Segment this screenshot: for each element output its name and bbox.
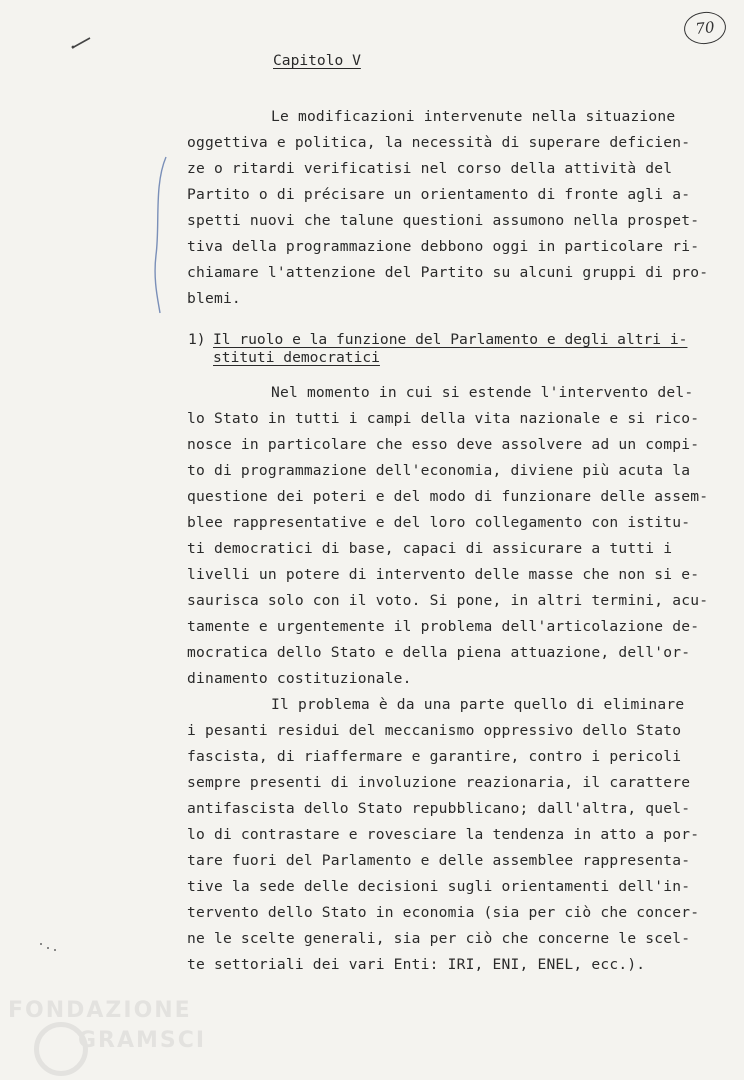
section-heading-line: Il ruolo e la funzione del Parlamento e degli altri i- — [213, 331, 688, 348]
text-line: tamente e urgentemente il problema dell'articolazione de- — [187, 618, 700, 635]
text-line: Le modificazioni intervenute nella situazione — [271, 108, 676, 125]
text-line: tare fuori del Parlamento e delle assemblee rappresenta- — [187, 852, 691, 869]
text-line: Nel momento in cui si estende l'intervento del- — [271, 384, 694, 401]
margin-dots — [38, 940, 62, 954]
margin-bracket-annotation — [150, 155, 172, 315]
text-line: blemi. — [187, 290, 241, 307]
text-line: oggettiva e politica, la necessità di superare deficien- — [187, 134, 691, 151]
text-line: blee rappresentative e del loro collegamento con istitu- — [187, 514, 691, 531]
text-line: nosce in particolare che esso deve assolvere ad un compi- — [187, 436, 700, 453]
handwritten-page-number: 70 — [682, 10, 727, 46]
watermark-line: GRAMSCI — [78, 1028, 207, 1053]
text-line: chiamare l'attenzione del Partito su alcuni gruppi di pro- — [187, 264, 709, 281]
text-line: tive la sede delle decisioni sugli orientamenti dell'in- — [187, 878, 691, 895]
chapter-title: Capitolo V — [273, 52, 361, 69]
text-line: mocratica dello Stato e della piena attuazione, dell'or- — [187, 644, 691, 661]
text-line: antifascista dello Stato repubblicano; dall'altra, quel- — [187, 800, 691, 817]
archive-watermark — [8, 994, 208, 1070]
text-line: i pesanti residui del meccanismo oppressivo dello Stato — [187, 722, 682, 739]
section-number: 1) — [188, 331, 206, 348]
text-line: livelli un potere di intervento delle masse che non si e- — [187, 566, 700, 583]
text-line: ze o ritardi verificatisi nel corso della attività del — [187, 160, 673, 177]
text-line: ti democratici di base, capaci di assicurare a tutti i — [187, 540, 673, 557]
text-line: fascista, di riaffermare e garantire, contro i pericoli — [187, 748, 682, 765]
text-line: Partito o di précisare un orientamento di fronte agli a- — [187, 186, 691, 203]
text-line: to di programmazione dell'economia, diviene più acuta la — [187, 462, 691, 479]
text-line: te settoriali dei vari Enti: IRI, ENI, ENEL, ecc.). — [187, 956, 646, 973]
text-line: saurisca solo con il voto. Si pone, in altri termini, acu- — [187, 592, 709, 609]
pencil-tick-mark — [70, 36, 92, 50]
text-line: questione dei poteri e del modo di funzionare delle assem- — [187, 488, 709, 505]
text-line: lo Stato in tutti i campi della vita nazionale e si rico- — [187, 410, 700, 427]
text-line: spetti nuovi che talune questioni assumono nella prospet- — [187, 212, 700, 229]
section-heading-line: stituti democratici — [213, 349, 380, 366]
text-line: sempre presenti di involuzione reazionaria, il carattere — [187, 774, 691, 791]
text-line: lo di contrastare e rovesciare la tendenza in atto a por- — [187, 826, 700, 843]
text-line: tervento dello Stato in economia (sia per ciò che concer- — [187, 904, 700, 921]
text-line: Il problema è da una parte quello di eliminare — [271, 696, 685, 713]
text-line: ne le scelte generali, sia per ciò che concerne le scel- — [187, 930, 691, 947]
watermark-line: FONDAZIONE — [8, 998, 192, 1023]
text-line: dinamento costituzionale. — [187, 670, 412, 687]
text-line: tiva della programmazione debbono oggi in particolare ri- — [187, 238, 700, 255]
